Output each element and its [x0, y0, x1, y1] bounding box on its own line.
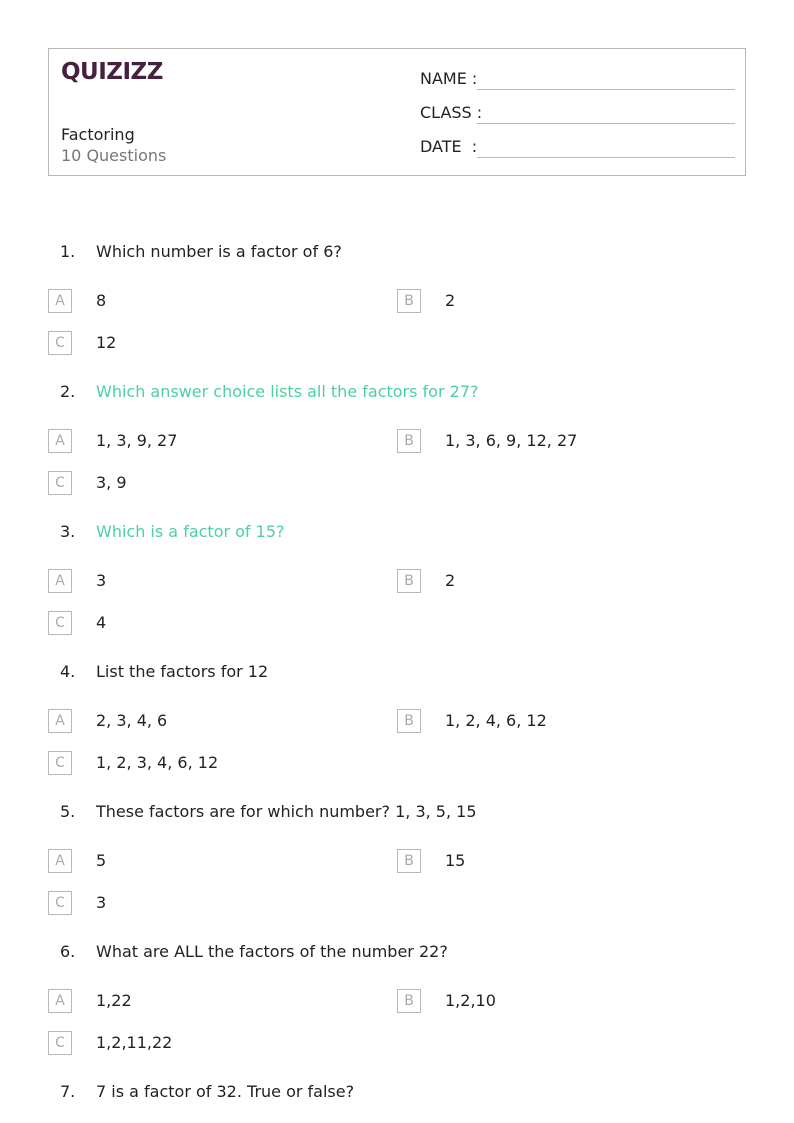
option-text: 8: [96, 291, 107, 310]
option-letter-box[interactable]: C: [48, 471, 72, 495]
option-letter-box[interactable]: B: [397, 289, 421, 313]
question-text: Which number is a factor of 6?: [96, 242, 342, 261]
question-text: Which is a factor of 15?: [96, 522, 285, 541]
option-letter-box[interactable]: A: [48, 989, 72, 1013]
option-text: 12: [96, 333, 117, 352]
option-text: 5: [96, 851, 107, 870]
quizizz-logo: QUIZIZZ: [61, 59, 163, 85]
class-field[interactable]: [420, 103, 735, 127]
option-text: 2, 3, 4, 6: [96, 711, 168, 730]
question-text: These factors are for which number? 1, 3, 5, 15: [96, 802, 477, 821]
option-letter-box[interactable]: B: [397, 569, 421, 593]
date-line[interactable]: [477, 157, 735, 158]
worksheet-title: Factoring: [61, 125, 135, 144]
question-number: 4.: [60, 662, 76, 681]
option-letter-box[interactable]: A: [48, 569, 72, 593]
question-item: [0, 242, 794, 382]
option-text: 1, 2, 4, 6, 12: [445, 711, 547, 730]
option-text: 15: [445, 851, 466, 870]
option-letter-box[interactable]: C: [48, 1031, 72, 1055]
option-letter-box[interactable]: A: [48, 429, 72, 453]
name-field[interactable]: [420, 69, 735, 93]
option-text: 2: [445, 291, 456, 310]
date-field[interactable]: [420, 137, 735, 161]
option-text: 1, 3, 6, 9, 12, 27: [445, 431, 578, 450]
option-letter-box[interactable]: C: [48, 331, 72, 355]
name-label: NAME :: [420, 69, 478, 88]
question-number: 6.: [60, 942, 76, 961]
option-text: 3: [96, 893, 107, 912]
option-text: 4: [96, 613, 107, 632]
date-label: DATE :: [420, 137, 478, 156]
option-letter-box[interactable]: B: [397, 989, 421, 1013]
question-number: 1.: [60, 242, 76, 261]
question-item: [0, 522, 794, 662]
class-label: CLASS :: [420, 103, 483, 122]
question-text: Which answer choice lists all the factors for 27?: [96, 382, 479, 401]
question-number: 5.: [60, 802, 76, 821]
option-letter-box[interactable]: C: [48, 751, 72, 775]
option-text: 2: [445, 571, 456, 590]
option-letter-box[interactable]: B: [397, 429, 421, 453]
question-number: 3.: [60, 522, 76, 541]
option-text: 3: [96, 571, 107, 590]
name-line[interactable]: [477, 89, 735, 90]
option-text: 1,22: [96, 991, 132, 1010]
question-item: [0, 942, 794, 1082]
option-letter-box[interactable]: A: [48, 289, 72, 313]
question-text: List the factors for 12: [96, 662, 269, 681]
question-text: 7 is a factor of 32. True or false?: [96, 1082, 355, 1101]
question-number: 2.: [60, 382, 76, 401]
question-item: [0, 382, 794, 522]
option-letter-box[interactable]: A: [48, 709, 72, 733]
question-item: [0, 662, 794, 802]
option-letter-box[interactable]: C: [48, 611, 72, 635]
worksheet-header: [48, 48, 746, 176]
option-letter-box[interactable]: B: [397, 849, 421, 873]
option-letter-box[interactable]: C: [48, 891, 72, 915]
question-item: [0, 1082, 794, 1123]
option-text: 1,2,10: [445, 991, 496, 1010]
class-line[interactable]: [477, 123, 735, 124]
question-text: What are ALL the factors of the number 22?: [96, 942, 448, 961]
question-number: 7.: [60, 1082, 76, 1101]
question-count: 10 Questions: [61, 146, 167, 165]
option-letter-box[interactable]: B: [397, 709, 421, 733]
option-text: 3, 9: [96, 473, 127, 492]
option-text: 1,2,11,22: [96, 1033, 173, 1052]
option-text: 1, 3, 9, 27: [96, 431, 178, 450]
question-item: [0, 802, 794, 942]
option-letter-box[interactable]: A: [48, 849, 72, 873]
option-text: 1, 2, 3, 4, 6, 12: [96, 753, 219, 772]
